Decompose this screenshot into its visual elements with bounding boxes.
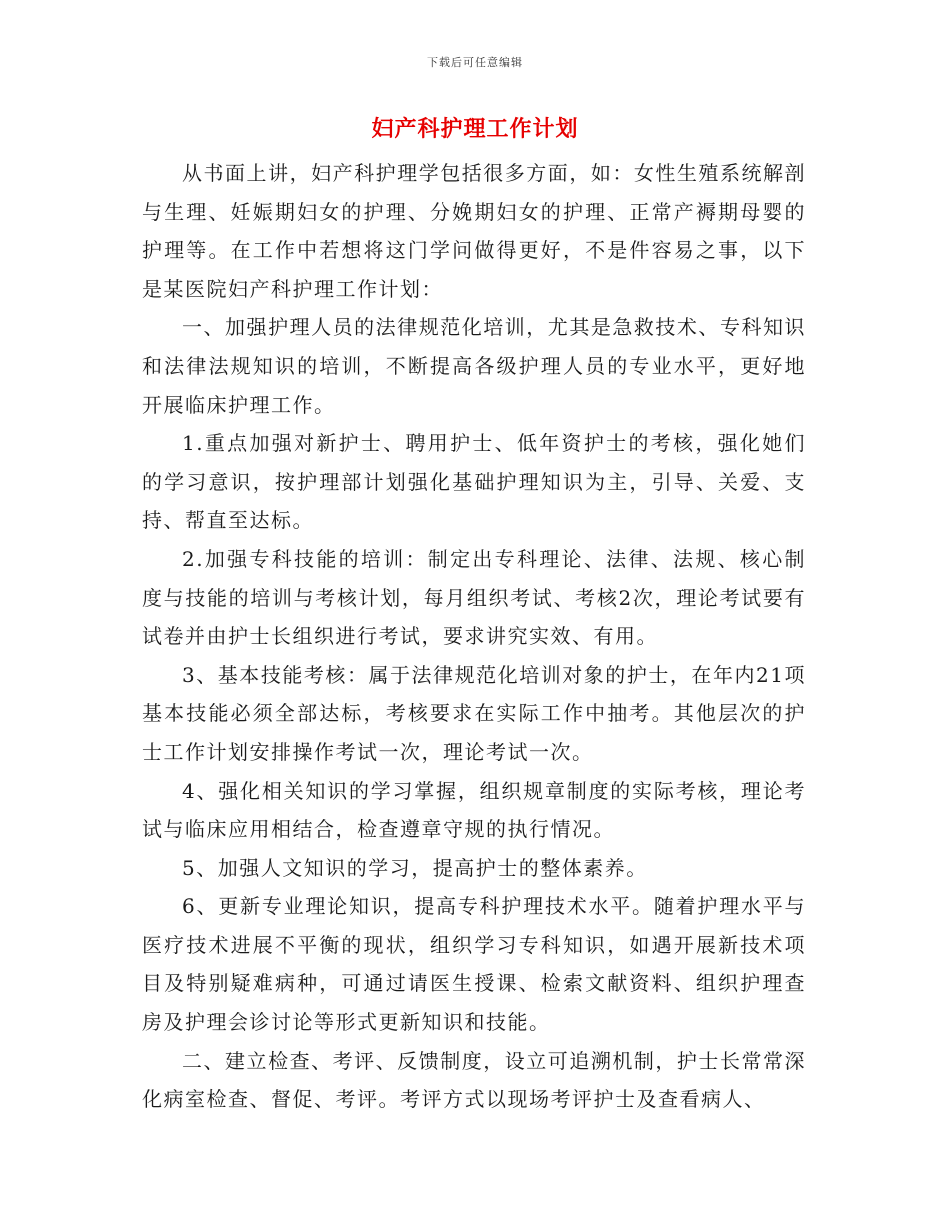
page-header-note: 下载后可任意编辑 [427, 56, 523, 69]
paragraph-item-6: 6、更新专业理论知识，提高专科护理技术水平。随着护理水平与医疗技术进展不平衡的现状，组织学习专科知识，如遇开展新技术项目及特别疑难病种，可通过请医生授课、检索文献资料、组织护理查房及护理会诊讨论等形式更新知识和技能。 [142, 894, 806, 1035]
paragraph-item-4: 4、强化相关知识的学习掌握，组织规章制度的实际考核，理论考试与临床应用相结合，检查遵章守规的执行情况。 [142, 778, 806, 842]
paragraph-item-2: 2.加强专科技能的培训：制定出专科理论、法律、法规、核心制度与技能的培训与考核计划，每月组织考试、考核2次，理论考试要有试卷并由护士长组织进行考试，要求讲究实效、有用。 [142, 546, 806, 649]
paragraph-item-5: 5、加强人文知识的学习，提高护士的整体素养。 [182, 855, 648, 880]
paragraph-section-1: 一、加强护理人员的法律规范化培训，尤其是急救技术、专科知识和法律法规知识的培训，不断提高各级护理人员的专业水平，更好地开展临床护理工作。 [142, 315, 806, 417]
paragraph-intro: 从书面上讲，妇产科护理学包括很多方面，如：女性生殖系统解剖与生理、妊娠期妇女的护理、分娩期妇女的护理、正常产褥期母婴的护理等。在工作中若想将这门学问做得更好，不是件容易之事，以下是某医院妇产科护理工作计划： [142, 161, 806, 301]
document-title: 妇产科护理工作计划 [371, 116, 579, 142]
paragraph-item-1: 1.重点加强对新护士、聘用护士、低年资护士的考核，强化她们的学习意识，按护理部计划强化基础护理知识为主，引导、关爱、支持、帮直至达标。 [142, 431, 806, 533]
document-body [142, 154, 806, 1119]
paragraph-section-2: 二、建立检查、考评、反馈制度，设立可追溯机制，护士长常常深化病室检查、督促、考评。考评方式以现场考评护士及查看病人、 [142, 1048, 806, 1112]
paragraph-item-3: 3、基本技能考核：属于法律规范化培训对象的护士，在年内21项基本技能必须全部达标，考核要求在实际工作中抽考。其他层次的护士工作计划安排操作考试一次，理论考试一次。 [142, 662, 806, 764]
